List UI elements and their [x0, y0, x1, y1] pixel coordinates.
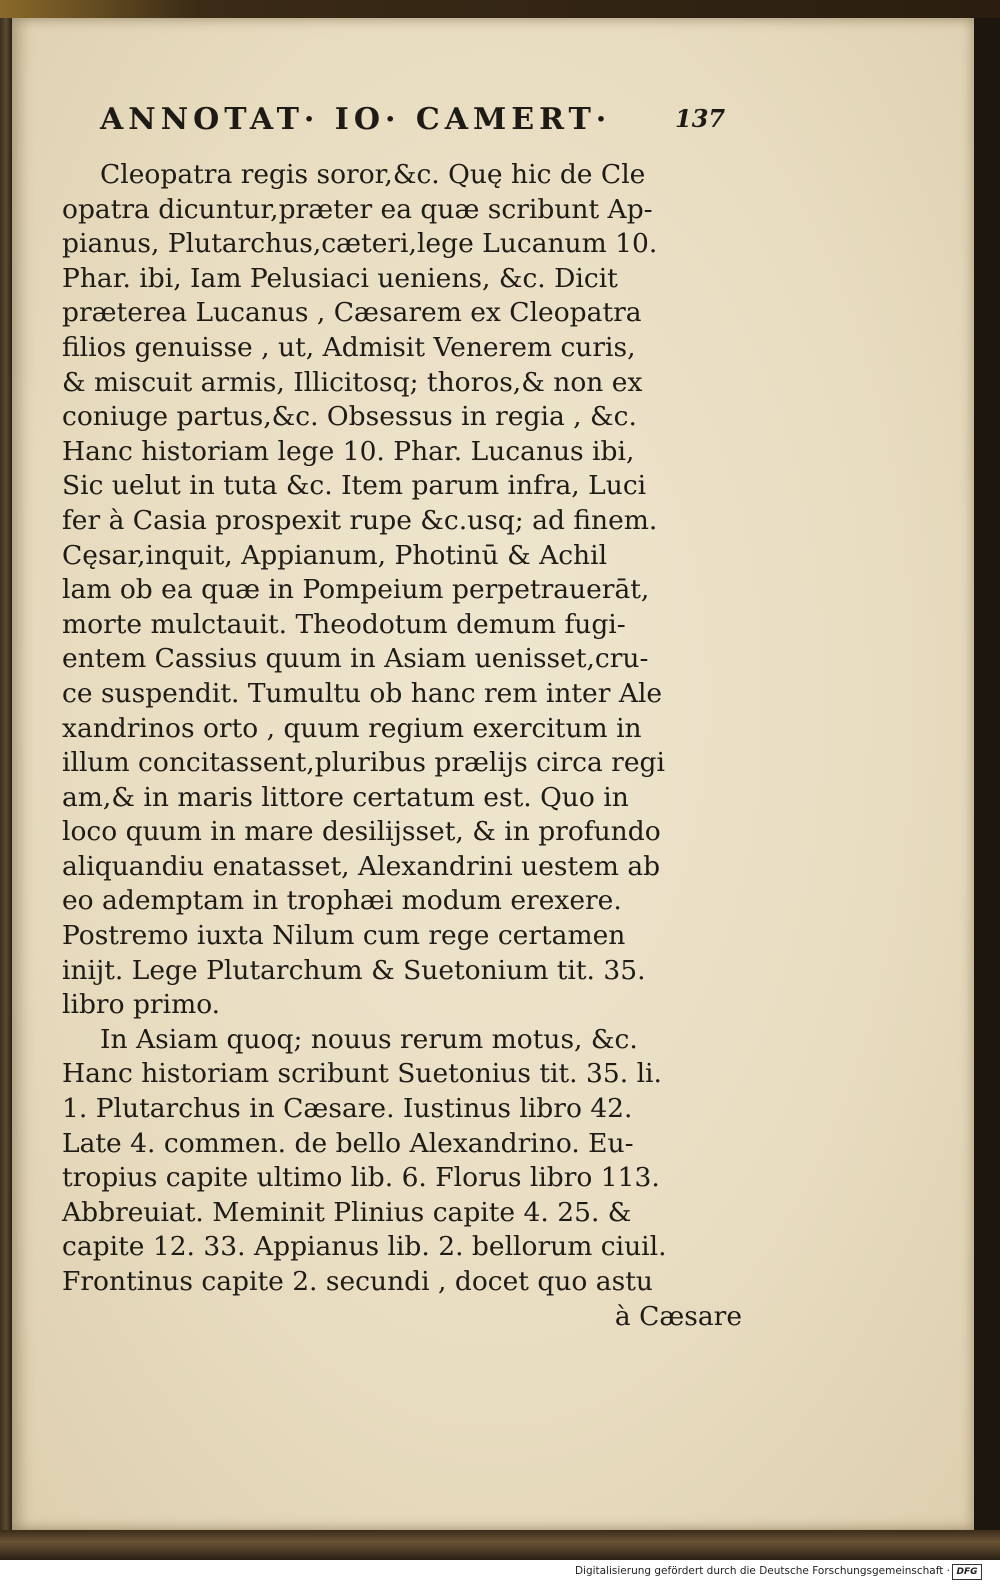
text-line: loco quum in mare desilijsset, & in profundo	[62, 816, 661, 848]
text-line: Hanc historiam lege 10. Phar. Lucanus ibi,	[62, 435, 635, 467]
text-line: opatra dicuntur,præter ea quæ scribunt Ap-	[62, 193, 653, 225]
text-line: entem Cassius quum in Asiam uenisset,cru-	[62, 643, 649, 675]
text-line: Hanc historiam scribunt Suetonius tit. 35. li.	[62, 1058, 662, 1090]
text-line: lam ob ea quæ in Pompeium perpetrauerāt,	[62, 574, 650, 606]
book-top-edge	[0, 0, 1000, 18]
text-line: & miscuit armis, Illicitosq; thoros,& non ex	[62, 366, 643, 398]
page-number: 137	[675, 104, 726, 133]
text-line: aliquandiu enatasset, Alexandrini uestem ab	[62, 850, 661, 882]
text-line: capite 12. 33. Appianus lib. 2. bellorum ciuil.	[62, 1231, 667, 1263]
text-line: Frontinus capite 2. secundi , docet quo astu	[62, 1266, 653, 1297]
text-line: fer à Casia prospexit rupe &c.usq; ad finem.	[62, 504, 658, 536]
text-line: pianus, Plutarchus,cæteri,lege Lucanum 10.	[62, 228, 658, 260]
text-line: tropius capite ultimo lib. 6. Florus libro 113.	[62, 1162, 660, 1194]
text-line: Sic uelut in tuta &c. Item parum infra, Luci	[62, 470, 647, 502]
text-line: xandrinos orto , quum regium exercitum in	[62, 712, 642, 744]
text-line: 1. Plutarchus in Cæsare. Iustinus libro 42.	[62, 1093, 633, 1125]
text-line: libro primo.	[62, 989, 221, 1021]
text-line: præterea Lucanus , Cæsarem ex Cleopatra	[62, 297, 642, 329]
text-line: Cęsar,inquit, Appianum, Photinū & Achil	[62, 539, 608, 571]
funding-credit: Digitalisierung gefördert durch die Deutsche Forschungsgemeinschaft ·	[574, 1565, 950, 1577]
running-head-title: ANNOTAT· IO· CAMERT·	[100, 102, 612, 137]
paper-page	[12, 18, 974, 1530]
running-head	[100, 102, 740, 146]
text-line: inijt. Lege Plutarchum & Suetonium tit. 35.	[62, 954, 646, 986]
text-line: Postremo iuxta Nilum cum rege certamen	[62, 920, 626, 952]
text-line: ce suspendit. Tumultu ob hanc rem inter Ale	[62, 677, 663, 709]
text-line: illum concitassent,pluribus prælijs circa regi	[62, 747, 665, 779]
text-line: Phar. ibi, Iam Pelusiaci ueniens, &c. Dicit	[62, 262, 618, 294]
text-line: eo ademptam in trophæi modum erexere.	[62, 885, 622, 917]
text-line: filios genuisse , ut, Admisit Venerem curis,	[62, 331, 636, 363]
text-line: morte mulctauit. Theodotum demum fugi-	[62, 608, 626, 640]
body-text	[62, 158, 742, 1334]
dfg-logo: DFG	[952, 1564, 982, 1580]
text-line: Abbreuiat. Meminit Plinius capite 4. 25. &	[62, 1196, 632, 1228]
text-line: am,& in maris littore certatum est. Quo in	[62, 781, 629, 813]
footer-strip	[0, 1560, 1000, 1584]
text-line: coniuge partus,&c. Obsessus in regia , &c.	[62, 401, 637, 433]
text-line: Late 4. commen. de bello Alexandrino. Eu-	[62, 1127, 634, 1159]
text-line: In Asiam quoq; nouus rerum motus, &c.	[100, 1023, 638, 1055]
catchword: à Cæsare	[614, 1300, 742, 1332]
text-line: Cleopatra regis soror,&c. Quę hic de Cle	[100, 159, 646, 190]
book-bottom-edge	[0, 1530, 1000, 1560]
